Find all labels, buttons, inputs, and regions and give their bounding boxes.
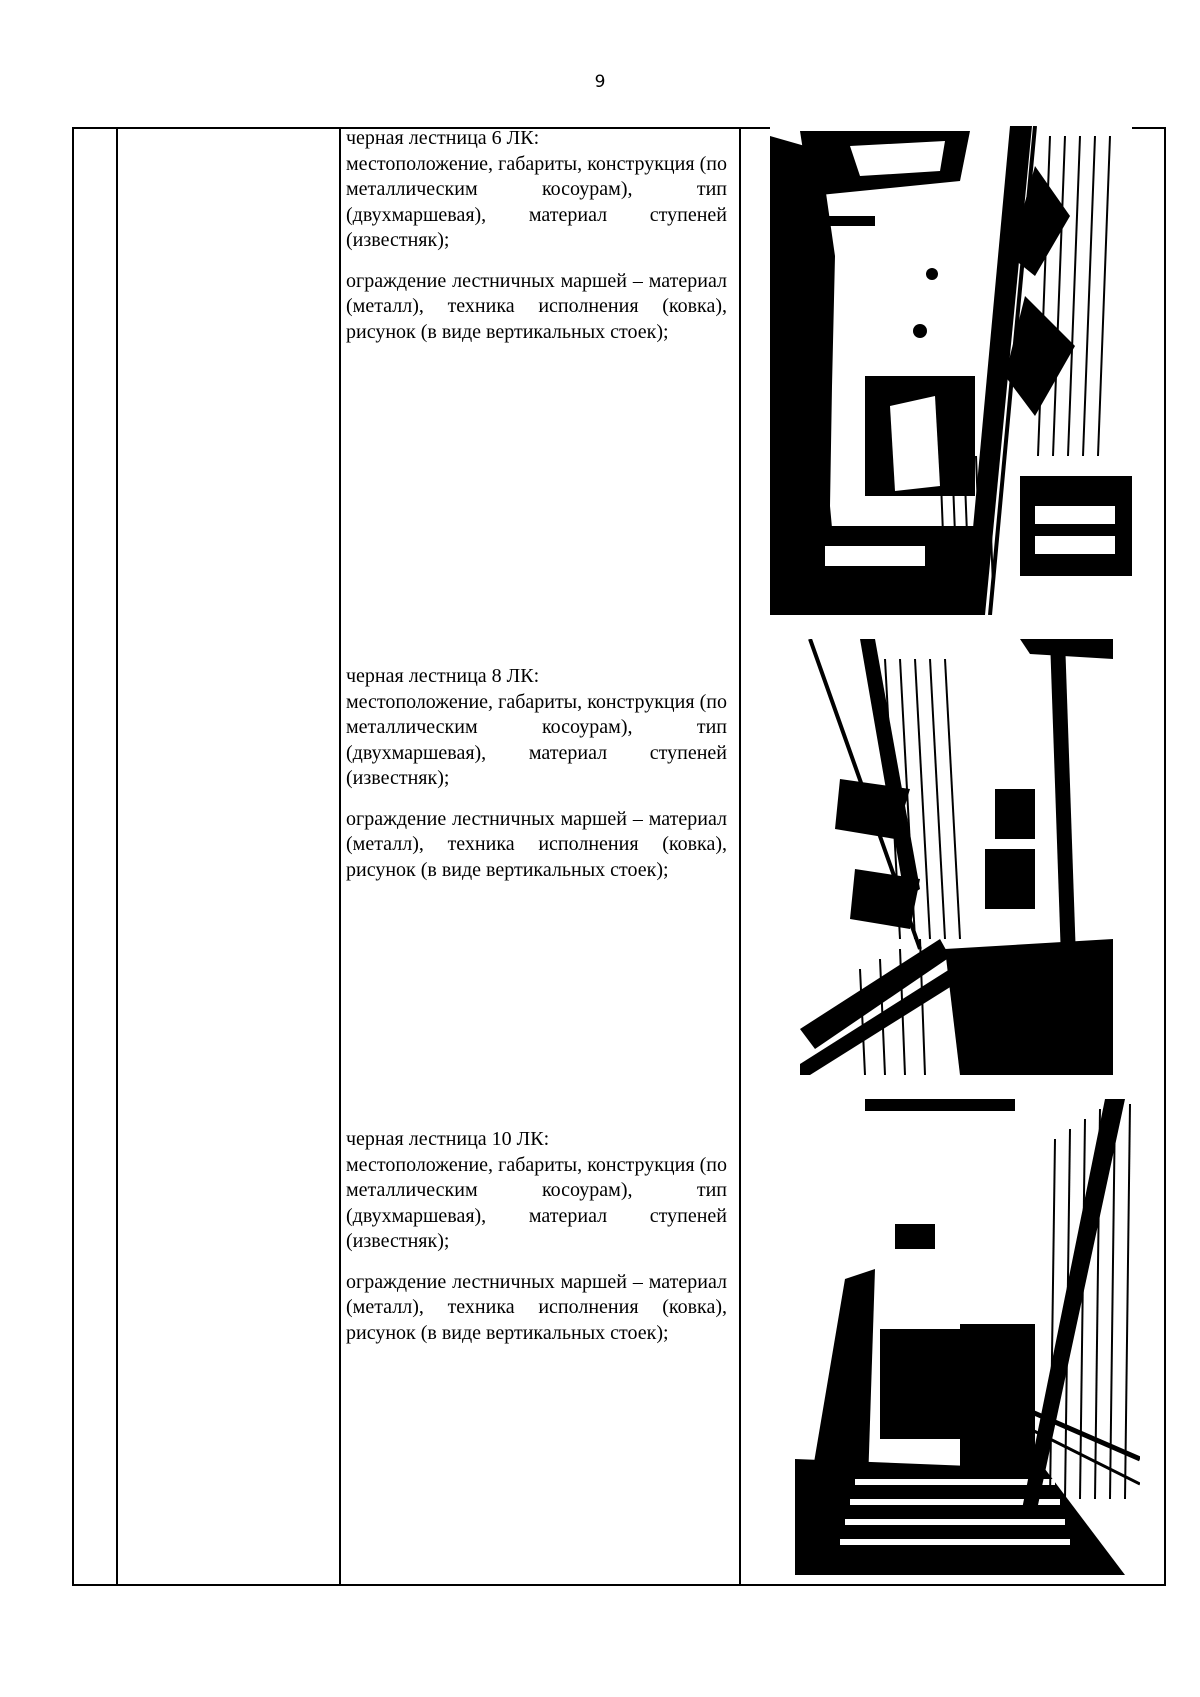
entry-staircase-10 bbox=[346, 1127, 727, 1346]
entry-description: местоположение, габариты, конструкция (по металлическим косоурам), тип (двухмаршевая), материал ступеней (известняк); bbox=[346, 690, 727, 789]
entry-description: местоположение, габариты, конструкция (по металлическим косоурам), тип (двухмаршевая), материал ступеней (известняк); bbox=[346, 1153, 727, 1252]
column-divider-2 bbox=[339, 129, 341, 1584]
staircase-photo-8 bbox=[800, 639, 1113, 1075]
entry-staircase-8 bbox=[346, 664, 727, 883]
staircase-photo-6 bbox=[770, 126, 1132, 615]
entry-title: черная лестница 10 ЛК: bbox=[346, 1128, 550, 1150]
entry-railing: ограждение лестничных маршей – материал (металл), техника исполнения (ковка), рисунок (в виде вертикальных стоек); bbox=[346, 269, 727, 343]
staircase-photo-10 bbox=[795, 1099, 1140, 1575]
page-number: 9 bbox=[594, 72, 606, 92]
entry-staircase-6 bbox=[346, 126, 727, 345]
entry-title: черная лестница 8 ЛК: bbox=[346, 665, 540, 687]
entry-description: местоположение, габариты, конструкция (по металлическим косоурам), тип (двухмаршевая), материал ступеней (известняк); bbox=[346, 152, 727, 251]
entry-railing: ограждение лестничных маршей – материал (металл), техника исполнения (ковка), рисунок (в виде вертикальных стоек); bbox=[346, 1270, 727, 1344]
entry-title: черная лестница 6 ЛК: bbox=[346, 127, 540, 149]
column-divider-1 bbox=[116, 129, 118, 1584]
column-divider-3 bbox=[739, 129, 741, 1584]
entry-railing: ограждение лестничных маршей – материал (металл), техника исполнения (ковка), рисунок (в виде вертикальных стоек); bbox=[346, 807, 727, 881]
